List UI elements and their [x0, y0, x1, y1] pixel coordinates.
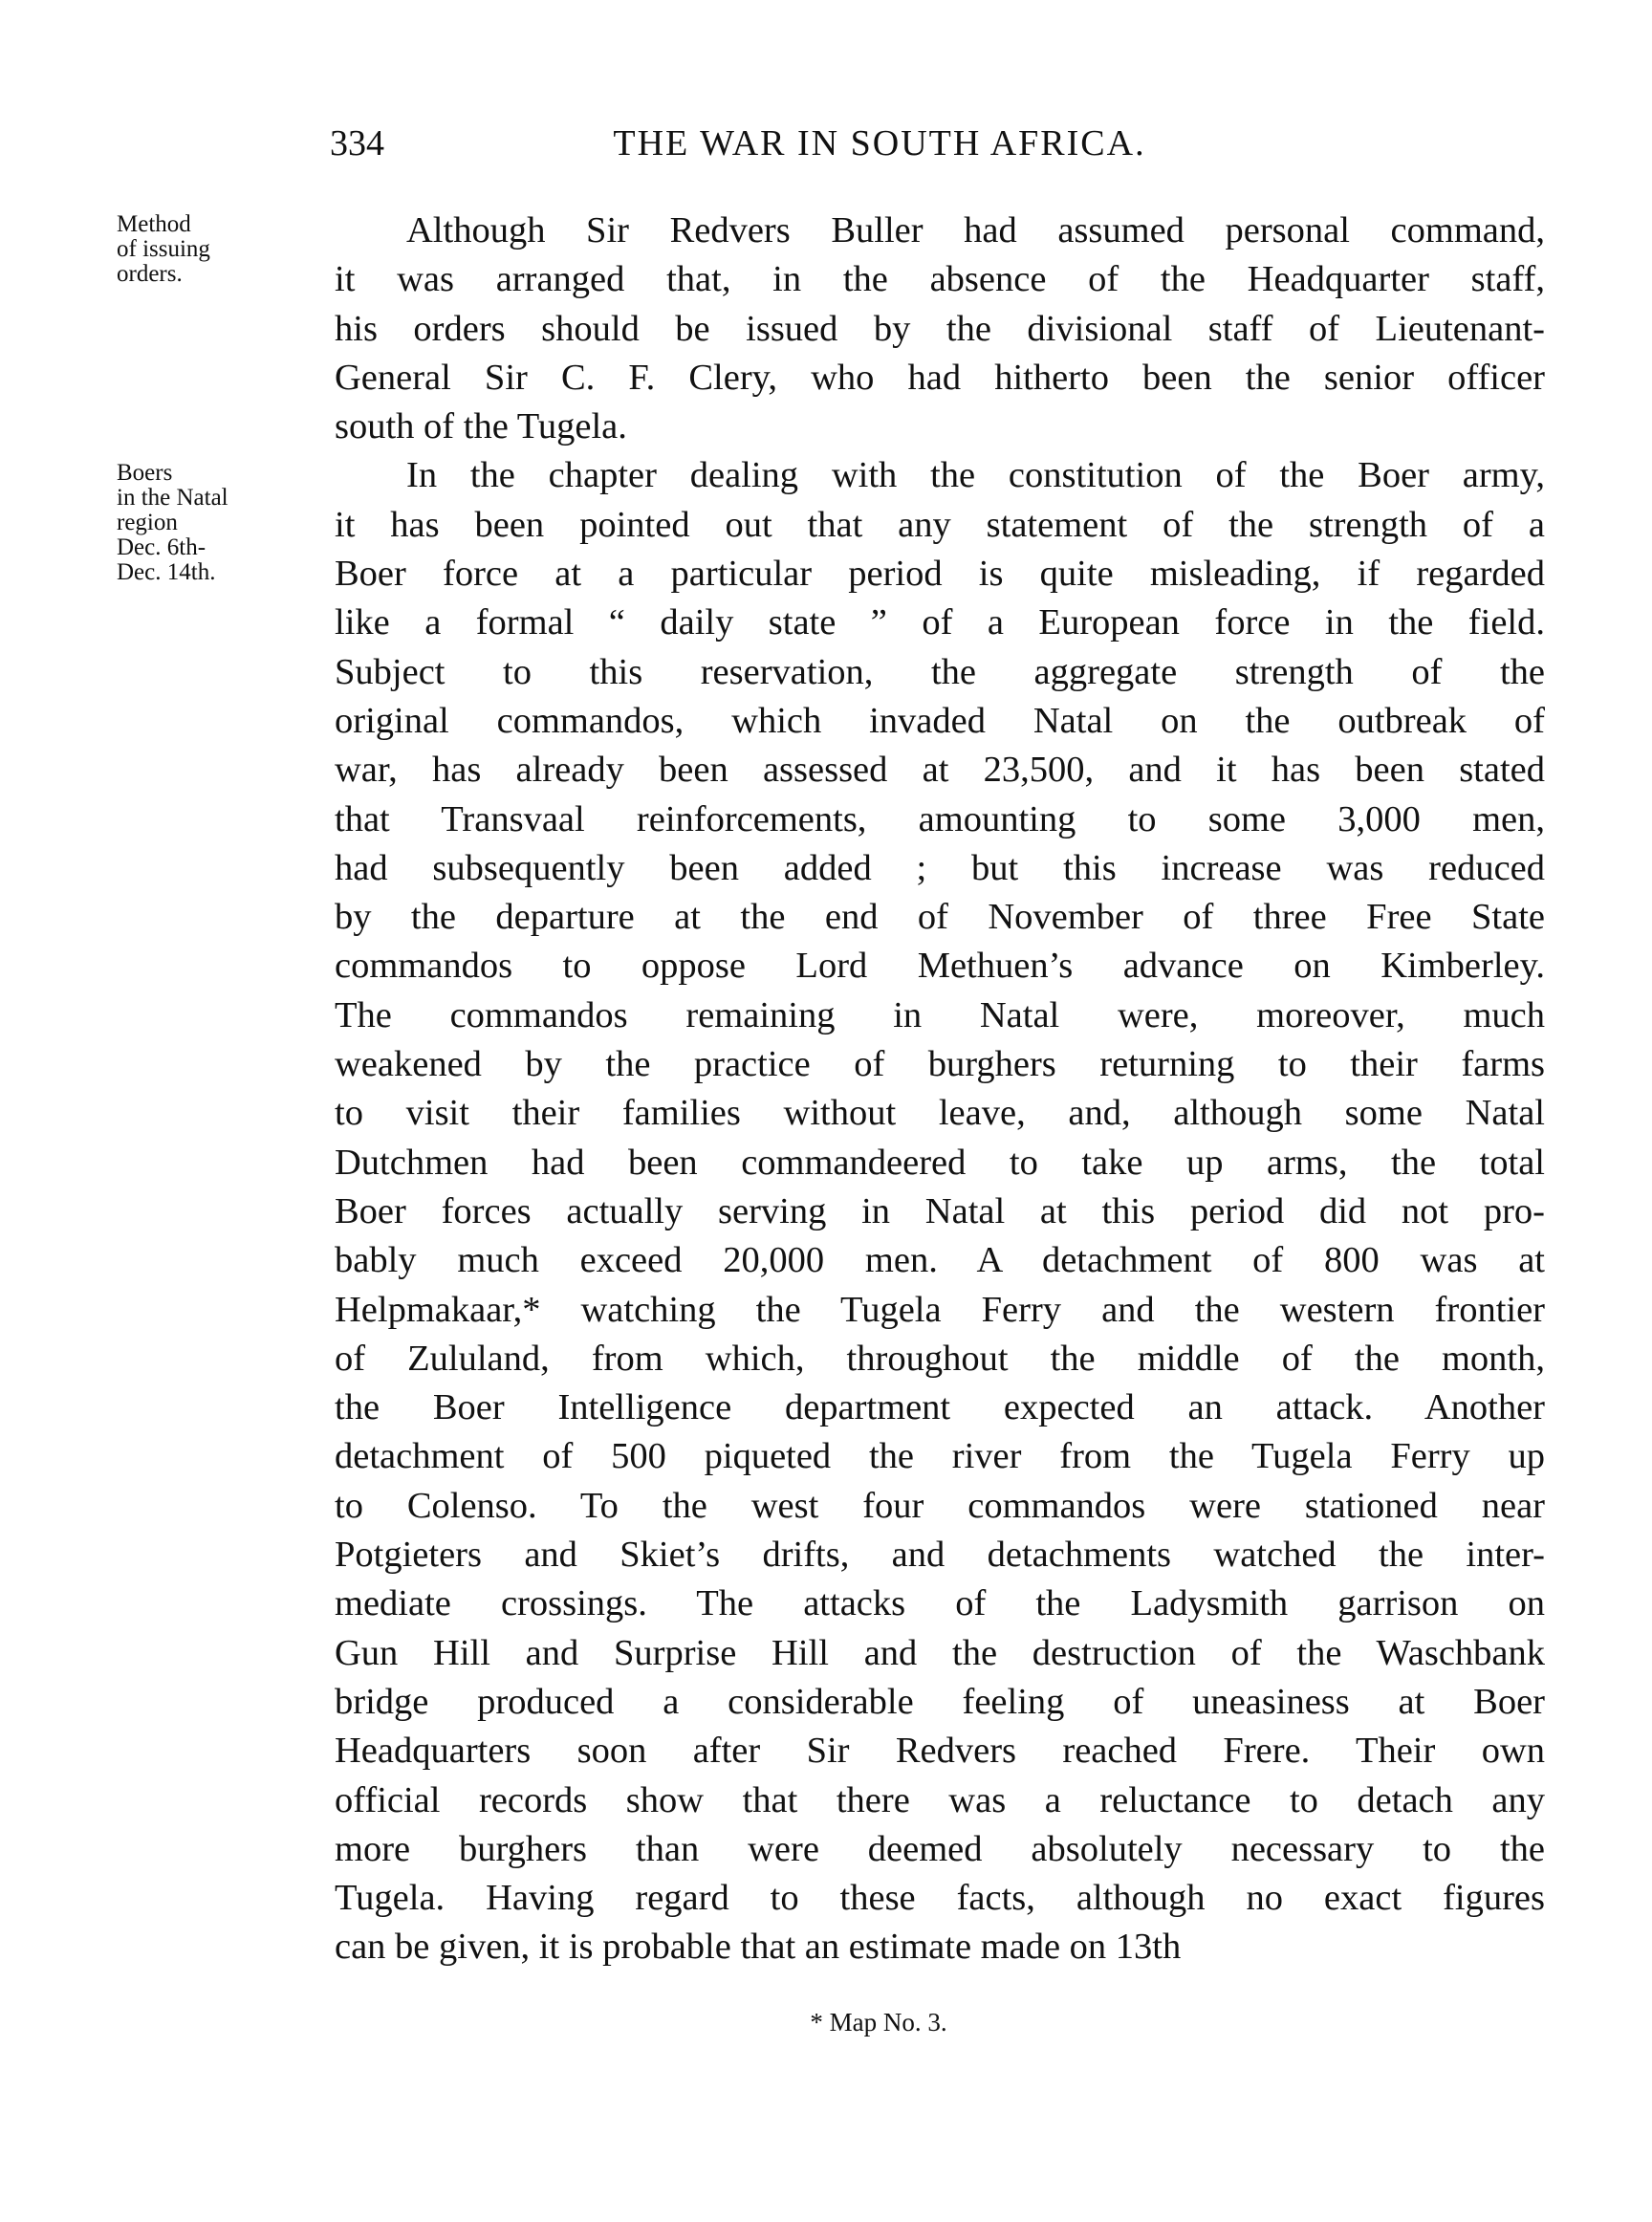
- text-line: commandos to oppose Lord Methuen’s advance on Kimberley.: [335, 946, 1545, 987]
- text-line: The commandos remaining in Natal were, moreover, much: [335, 994, 1545, 1035]
- text-line: the Boer Intelligence department expected an attack. Another: [335, 1387, 1545, 1428]
- text-line: his orders should be issued by the divisional staff of Lieutenant-: [335, 308, 1545, 349]
- text-line: like a formal “ daily state ” of a European force in the field.: [335, 602, 1545, 643]
- text-line: south of the Tugela.: [335, 406, 627, 447]
- paragraph: [335, 451, 1545, 1971]
- text-line: by the departure at the end of November of three Free State: [335, 897, 1545, 938]
- text-line: to Colenso. To the west four commandos were stationed near: [335, 1485, 1545, 1526]
- text-line: of Zululand, from which, throughout the middle of the month,: [335, 1338, 1545, 1379]
- text-line: mediate crossings. The attacks of the Ladysmith garrison on: [335, 1583, 1545, 1624]
- sidenote-line: Method: [117, 211, 191, 237]
- text-line: Gun Hill and Surprise Hill and the destruction of the Waschbank: [335, 1632, 1545, 1673]
- text-line: can be given, it is probable that an estimate made on 13th: [335, 1927, 1182, 1968]
- sidenote-line: of issuing: [117, 236, 210, 262]
- text-line: had subsequently been added ; but this increase was reduced: [335, 847, 1545, 888]
- sidenote-line: in the Natal: [117, 485, 228, 511]
- text-line: to visit their families without leave, and, although some Natal: [335, 1093, 1545, 1134]
- page-header: [330, 122, 1305, 180]
- text-line: war, has already been assessed at 23,500, and it has been stated: [335, 750, 1545, 791]
- text-line: In the chapter dealing with the constitution of the Boer army,: [406, 455, 1545, 496]
- text-line: it has been pointed out that any statement of the strength of a: [335, 504, 1545, 545]
- sidenote-line: Dec. 6th-: [117, 534, 206, 560]
- text-line: bably much exceed 20,000 men. A detachment of 800 was at: [335, 1240, 1545, 1281]
- text-line: that Transvaal reinforcements, amounting to some 3,000 men,: [335, 798, 1545, 839]
- footnote: * Map No. 3.: [810, 2008, 947, 2037]
- text-line: original commandos, which invaded Natal on the outbreak of: [335, 700, 1545, 741]
- page-number: 334: [330, 123, 384, 163]
- sidenote-line: region: [117, 510, 178, 535]
- text-line: bridge produced a considerable feeling of uneasiness at Boer: [335, 1681, 1545, 1722]
- body-text: [335, 207, 1545, 1972]
- text-line: more burghers than were deemed absolutely necessary to the: [335, 1828, 1545, 1869]
- text-line: weakened by the practice of burghers returning to their farms: [335, 1044, 1545, 1085]
- text-line: Tugela. Having regard to these facts, although no exact figures: [335, 1878, 1545, 1919]
- text-line: Potgieters and Skiet’s drifts, and detachments watched the inter-: [335, 1535, 1545, 1576]
- text-line: detachment of 500 piqueted the river from the Tugela Ferry up: [335, 1436, 1545, 1477]
- text-line: Helpmakaar,* watching the Tugela Ferry and the western frontier: [335, 1289, 1545, 1330]
- sidenote-line: Boers: [117, 460, 173, 486]
- sidenote-method-of-issuing-orders: [117, 212, 308, 287]
- sidenote-line: orders.: [117, 261, 183, 287]
- text-line: Although Sir Redvers Buller had assumed personal command,: [406, 210, 1545, 251]
- sidenote-line: Dec. 14th.: [117, 559, 216, 585]
- text-line: Boer force at a particular period is quite misleading, if regarded: [335, 554, 1545, 595]
- text-line: Subject to this reservation, the aggregate strength of the: [335, 651, 1545, 692]
- text-line: official records show that there was a reluctance to detach any: [335, 1779, 1545, 1820]
- paragraph: [335, 207, 1545, 451]
- text-line: Boer forces actually serving in Natal at this period did not pro-: [335, 1190, 1545, 1231]
- text-line: Headquarters soon after Sir Redvers reached Frere. Their own: [335, 1731, 1545, 1772]
- text-line: it was arranged that, in the absence of the Headquarter staff,: [335, 259, 1545, 300]
- sidenote-boers-in-natal: [117, 461, 308, 585]
- text-line: General Sir C. F. Clery, who had hitherto been the senior officer: [335, 357, 1545, 398]
- running-title: THE WAR IN SOUTH AFRICA.: [613, 123, 1146, 163]
- text-line: Dutchmen had been commandeered to take up arms, the total: [335, 1142, 1545, 1183]
